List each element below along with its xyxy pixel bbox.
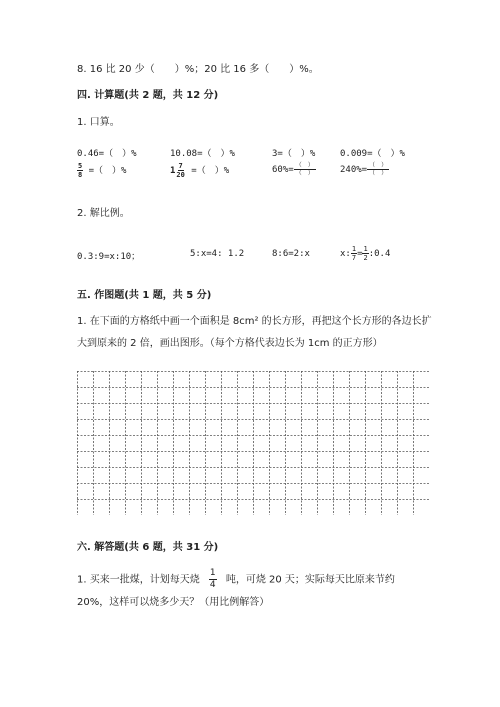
section-5-q1-line1: 1. 在下面的方格纸中画一个面积是 8cm² 的长方形，再把这个长方形的各边长扩 [77,316,432,327]
fraction: $\frac{1}{4}$ [209,568,216,590]
section-6-q1-line1 [77,568,395,591]
ratio-item [340,245,390,262]
calc-item: 3=（ ）% [272,149,316,159]
section-5-q1-line2: 大到原来的 2 倍，画出图形。（每个方格代表边长为 1cm 的正方形） [77,338,383,349]
percent-sign: % [399,149,405,159]
section-4-q1-title: 1. 口算。 [77,117,120,128]
fraction: $\frac{1}{2}$ [363,245,368,262]
fraction: $\frac{1}{7}$ [351,245,357,262]
question-text: 1. 买来一批煤，计划每天烧 [77,574,200,586]
section-6-title: 六. 解答题(共 6 题，共 31 分) [77,542,219,553]
calc-item-text: 60%= [272,165,294,175]
section-4-q2-title: 2. 解比例。 [77,208,130,219]
calc-item [340,146,405,159]
calc-item [340,162,389,177]
blank-fraction: $\frac{( )}{( )}$ [369,162,388,177]
square-grid [77,371,429,515]
calc-item-text: =（ ）% [88,166,127,176]
ratio-text: x: [340,249,351,259]
section-4-title: 四. 计算题(共 2 题，共 12 分) [77,90,219,101]
calc-item-text: 240%= [340,165,368,175]
ratio-item: 8:6=2:x [272,249,310,259]
section-6-q1-line2: 20%，这样可以烧多少天？（用比例解答） [77,597,270,608]
calc-item [77,162,126,179]
calc-item [170,162,229,179]
fraction: $\frac{7}{20}$ [176,162,185,179]
calc-item: 0.46=（ ）% [77,149,137,159]
ratio-text: :0.4 [368,249,391,259]
blank-fraction: $\frac{( )}{( )}$ [295,162,314,177]
ratio-item: 0.3:9=x:10； [77,252,141,262]
fraction: $\frac{5}{8}$ [78,162,83,179]
whole-part: 1 [170,166,176,176]
section-5-title: 五. 作图题(共 1 题，共 5 分) [77,290,212,301]
question-text: 吨，可烧 20 天；实际每天比原来节约 [225,574,395,586]
calc-item-text: =（ ）% [191,166,230,176]
question-8: 8. 16 比 20 少（ ）%；20 比 16 多（ ）%。 [77,64,319,75]
ratio-text: = [357,249,363,259]
calc-item [272,162,316,177]
calc-item-text: 0.009=（ ） [340,149,400,159]
calc-item: 10.08=（ ）% [170,149,235,159]
ratio-item: 5:x=4: 1.2 [190,249,245,259]
